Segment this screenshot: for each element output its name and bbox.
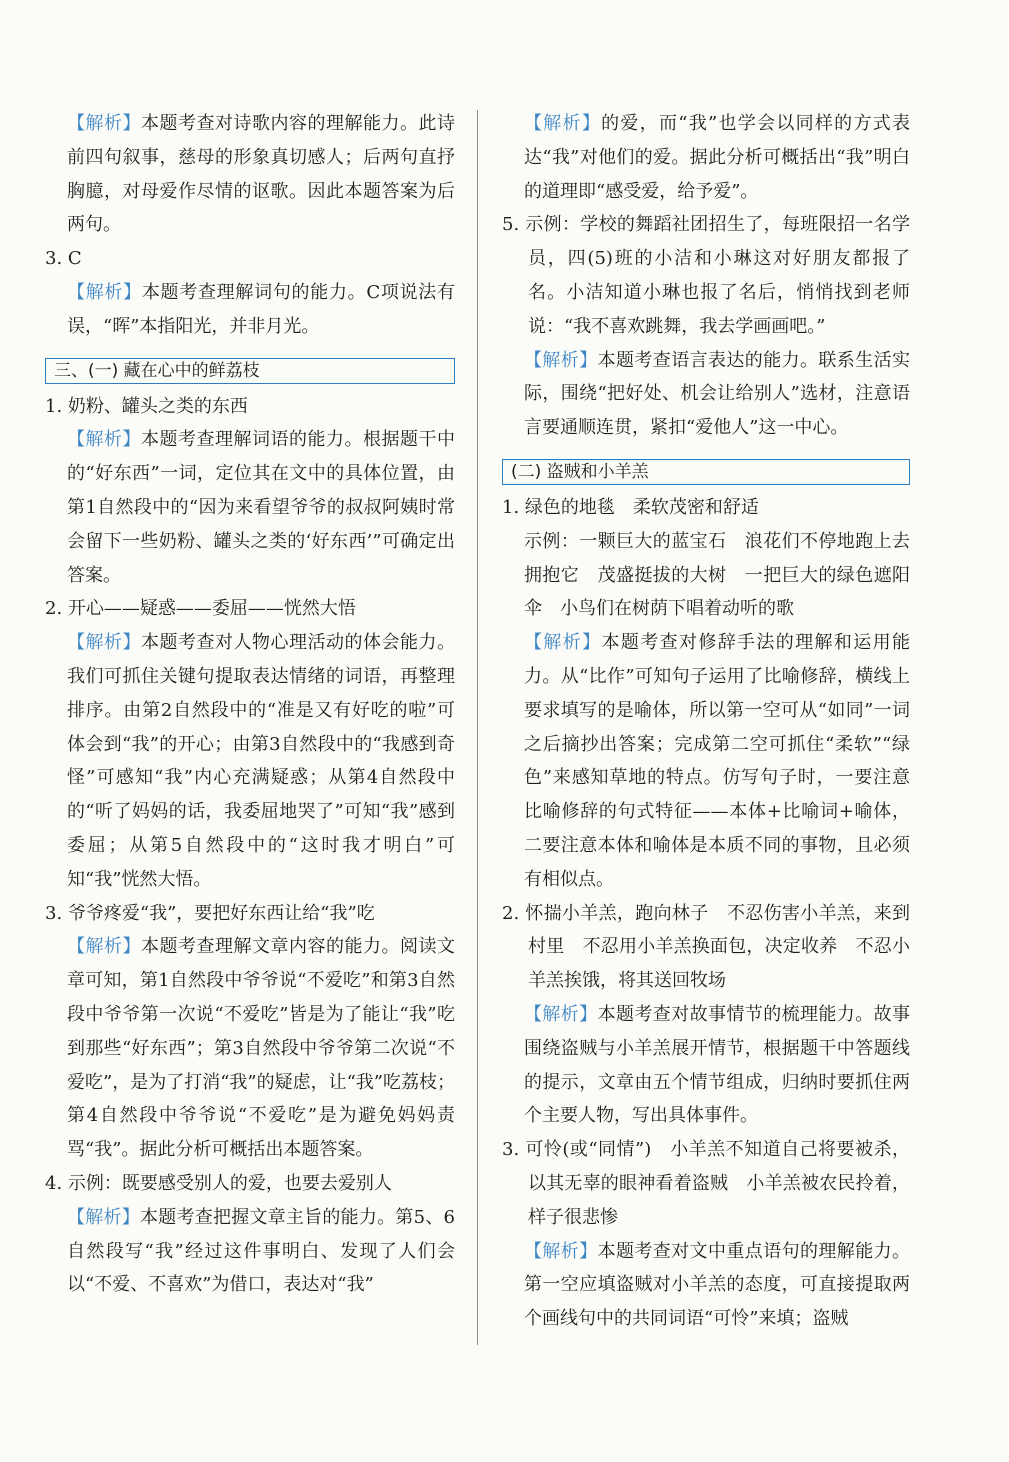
analysis-text: 本题考查理解文章内容的能力。阅读文章可知，第1自然段中爷爷说“不爱吃”和第3自然段中爷爷第一次说“不爱吃”皆是为了能让“我”吃到那些“好东西”；第3自然段中爷爷第二次说“不爱吃”，是为了打消“我”的疑虑，让“我”吃荔枝；第4自然段中爷爷说“不爱吃”是为避免妈妈责骂“我”。据此分析可概括出本题答案。 [67,936,456,1161]
analysis-paragraph [45,930,455,1167]
analysis-tag: 【解析】 [67,281,142,303]
analysis-text: 本题考查对故事情节的梳理能力。故事围绕盗贼与小羊羔展开情节，根据题干中答题线的提示，文章由五个情节组成，归纳时要抓住两个主要人物，写出具体事件。 [524,1003,911,1127]
analysis-text: 本题考查理解词语的能力。根据题干中的“好东西”一词，定位其在文中的具体位置，由第1自然段中的“因为来看望爷爷的叔叔阿姨时常会留下一些奶粉、罐头之类的‘好东西’”可确定出答案。 [67,429,455,586]
answer-item: 3. 爷爷疼爱“我”，要把好东西让给“我”吃 [45,902,375,924]
answer-item: 4. 示例：既要感受别人的爱，也要去爱别人 [45,1172,392,1194]
analysis-tag: 【解析】 [67,1206,140,1228]
analysis-tag: 【解析】 [524,1240,598,1262]
analysis-paragraph [45,1201,455,1302]
analysis-tag: 【解析】 [524,632,602,654]
analysis-paragraph [502,344,910,445]
analysis-paragraph [45,626,455,896]
analysis-paragraph [502,998,910,1133]
analysis-text: 本题考查对人物心理活动的体会能力。我们可抓住关键句提取表达情绪的词语，再整理排序。由第2自然段中的“准是又有好吃的啦”可体会到“我”的开心；由第3自然段中的“我感到奇怪”可感知“我”内心充满疑惑；从第4自然段中的“听了妈妈的话，我委屈地哭了”可知“我”感到委屈；从第5自然段中的“这时我才明白”可知“我”恍然大悟。 [67,632,455,890]
analysis-text: 本题考查把握文章主旨的能力。第5、6自然段写“我”经过这件事明白、发现了人们会以“不爱、不喜欢”为借口，表达对“我” [67,1206,456,1296]
answer-item: 1. 奶粉、罐头之类的东西 [45,395,248,417]
analysis-paragraph [502,107,910,208]
analysis-paragraph [45,276,455,344]
column-divider [477,110,478,1345]
section-header: (二) 盗贼和小羊羔 [502,459,910,485]
analysis-paragraph [502,1235,910,1336]
answer-example: 示例：一颗巨大的蓝宝石 浪花们不停地跑上去拥抱它 茂盛挺拔的大树 一把巨大的绿色遮阳伞 小鸟们在树荫下唱着动听的歌 [524,530,910,620]
analysis-paragraph [502,626,910,896]
analysis-tag: 【解析】 [67,936,141,958]
answer-item: 3. 可怜(或“同情”) 小羊羔不知道自己将要被杀，以其无辜的眼神看着盗贼 小羊羔被农民拎着，样子很悲惨 [502,1139,910,1228]
analysis-tag: 【解析】 [67,429,141,451]
analysis-text: 本题考查对诗歌内容的理解能力。此诗前四句叙事，慈母的形象真切感人；后两句直抒胸臆，对母爱作尽情的讴歌。因此本题答案为后两句。 [67,113,455,236]
analysis-tag: 【解析】 [67,632,141,654]
left-column [45,107,455,1302]
analysis-paragraph [45,423,455,592]
analysis-paragraph [45,107,455,242]
answer-item: 5. 示例：学校的舞蹈社团招生了，每班限招一名学员，四(5)班的小洁和小琳这对好朋友都报了名。小洁知道小琳也报了名后，悄悄找到老师说：“我不喜欢跳舞，我去学画画吧。” [502,214,910,337]
analysis-text: 本题考查对文中重点语句的理解能力。第一空应填盗贼对小羊羔的态度，可直接提取两个画线句中的共同词语“可怜”来填；盗贼 [524,1240,911,1330]
answer-item: 1. 绿色的地毯 柔软茂密和舒适 [502,496,759,518]
analysis-tag: 【解析】 [67,113,141,134]
analysis-text: 本题考查语言表达的能力。联系生活实际，围绕“把好处、机会让给别人”选材，注意语言要通顺连贯，紧扣“爱他人”这一中心。 [524,349,911,439]
analysis-tag: 【解析】 [524,1003,598,1025]
analysis-tag: 【解析】 [524,349,598,371]
answer-item: 3. C [45,248,82,270]
analysis-text: 本题考查对修辞手法的理解和运用能力。从“比作”可知句子运用了比喻修辞，横线上要求填写的是喻体，所以第一空可从“如同”一词之后摘抄出答案；完成第二空可抓住“柔软”“绿色”来感知草地的特点。仿写句子时，一要注意比喻修辞的句式特征——本体+比喻词+喻体，二要注意本体和喻体是本质不同的事物，且必须有相似点。 [524,632,911,890]
right-column [502,107,910,1336]
analysis-text: 本题考查理解词句的能力。C项说法有误，“晖”本指阳光，并非月光。 [67,281,455,337]
answer-item: 2. 怀揣小羊羔，跑向林子 不忍伤害小羊羔，来到村里 不忍用小羊羔换面包，决定收养 不忍小羊羔挨饿，将其送回牧场 [502,902,910,992]
analysis-text: 的爱，而“我”也学会以同样的方式表达“我”对他们的爱。据此分析可概括出“我”明白的道理即“感受爱，给予爱”。 [524,113,911,202]
analysis-tag: 【解析】 [524,113,602,134]
answer-item: 2. 开心——疑惑——委屈——恍然大悟 [45,598,356,620]
section-header: 三、(一) 藏在心中的鲜荔枝 [45,358,455,384]
